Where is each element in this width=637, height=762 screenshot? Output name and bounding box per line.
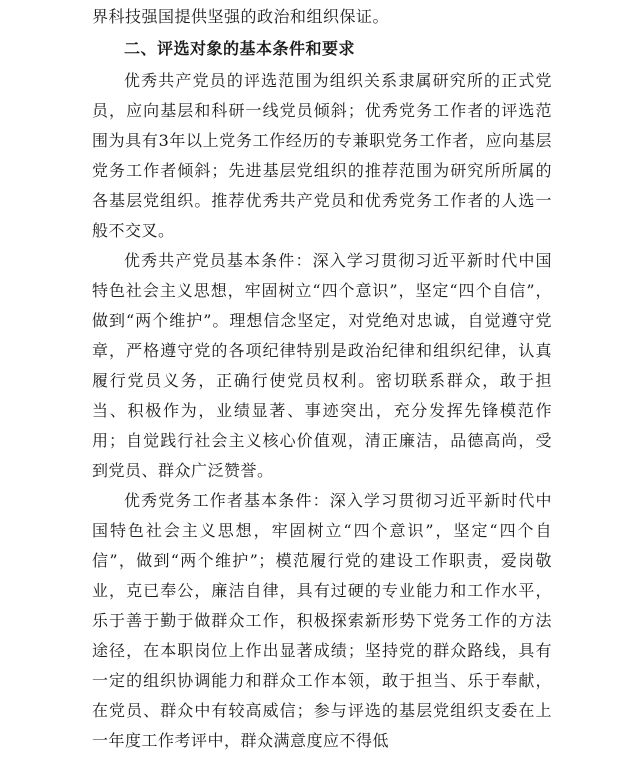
paragraph-scope: 优秀共产党员的评选范围为组织关系隶属研究所的正式党员，应向基层和科研一线党员倾斜；优秀党务工作者的评选范围为具有3年以上党务工作经历的专兼职党务工作者，应向基层党务工作者倾斜；先进基层党组织的推荐范围为研究所所属的各基层党组织。推荐优秀共产党员和优秀党务工作者的人选一般不交叉。 bbox=[92, 71, 552, 240]
paragraph-party-worker-criteria: 优秀党务工作者基本条件：深入学习贯彻习近平新时代中国特色社会主义思想，牢固树立“四个意识”，坚定“四个自信”，做到“两个维护”；模范履行党的建设工作职责，爱岗敬业，克已奉公，廉洁自律，具有过硬的专业能力和工作水平，乐于善于勤于做群众工作，积极探索新形势下党务工作的方法途径，在本职岗位上作出显著成绩；坚持党的群众路线，具有一定的组织协调能力和群众工作本领，敢于担当、乐于奉献，在党员、群众中有较高威信；参与评选的基层党组织支委在上一年度工作考评中，群众满意度应不得低 bbox=[92, 491, 552, 750]
paragraph-party-member-criteria: 优秀共产党员基本条件：深入学习贯彻习近平新时代中国特色社会主义思想，牢固树立“四个意识”，坚定“四个自信”，做到“两个维护”。理想信念坚定，对党绝对忠诚，自觉遵守党章，严格遵守党的各项纪律特别是政治纪律和组织纪律，认真履行党员义务，正确行使党员权利。密切联系群众，敢于担当、积极作为，业绩显著、事迹突出，充分发挥先锋模范作用；自觉践行社会主义核心价值观，清正廉洁，品德高尚，受到党员、群众广泛赞誉。 bbox=[92, 251, 552, 480]
lead-paragraph-continuation: 界科技强国提供坚强的政治和组织保证。 bbox=[92, 7, 390, 26]
section-heading: 二、评选对象的基本条件和要求 bbox=[124, 39, 356, 58]
document-body bbox=[92, 2, 552, 756]
